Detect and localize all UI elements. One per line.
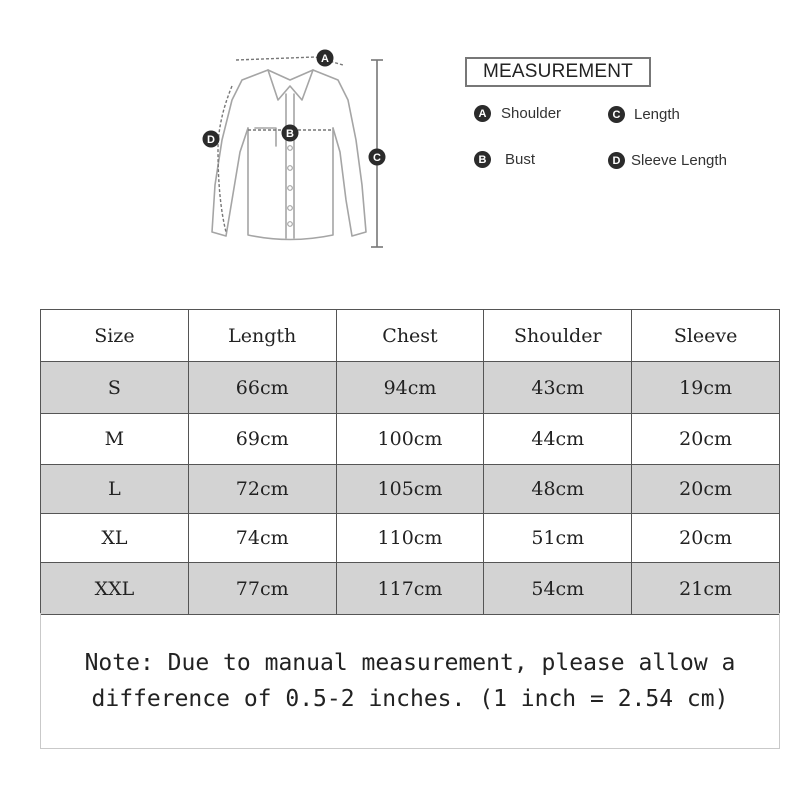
table-row (41, 514, 780, 563)
marker-a (317, 50, 334, 67)
legend-label-sleeve-length: Sleeve Length (631, 152, 727, 169)
table-row (41, 465, 780, 514)
cell-shoulder: 48cm (484, 465, 632, 514)
cell-sleeve: 20cm (632, 514, 780, 563)
header-shoulder: Shoulder (484, 310, 632, 362)
svg-text:C: C (373, 152, 381, 164)
cell-sleeve: 21cm (632, 563, 780, 615)
cell-chest: 94cm (336, 362, 484, 414)
legend-label-bust: Bust (505, 151, 536, 168)
svg-text:B: B (286, 128, 294, 140)
measurement-title: MEASUREMENT (465, 57, 651, 87)
cell-size: XXL (41, 563, 189, 615)
header-chest: Chest (336, 310, 484, 362)
cell-shoulder: 43cm (484, 362, 632, 414)
table-header-row (41, 310, 780, 362)
cell-sleeve: 19cm (632, 362, 780, 414)
badge-a-icon: A (474, 105, 491, 122)
legend-item-sleeve-length (608, 152, 727, 169)
legend-item-bust (474, 151, 535, 168)
legend-label-shoulder: Shoulder (501, 105, 562, 122)
header-sleeve: Sleeve (632, 310, 780, 362)
badge-d-icon: D (608, 152, 625, 169)
shirt-diagram (190, 40, 400, 255)
cell-size: XL (41, 514, 189, 563)
badge-b-icon: B (474, 151, 491, 168)
cell-chest: 100cm (336, 414, 484, 465)
cell-size: S (41, 362, 189, 414)
cell-shoulder: 54cm (484, 563, 632, 615)
legend-label-length: Length (634, 106, 680, 123)
cell-length: 69cm (188, 414, 336, 465)
table-row (41, 362, 780, 414)
header-length: Length (188, 310, 336, 362)
marker-b (282, 125, 299, 142)
marker-d (203, 131, 220, 148)
svg-text:D: D (207, 134, 215, 146)
cell-length: 72cm (188, 465, 336, 514)
table-row (41, 414, 780, 465)
cell-length: 77cm (188, 563, 336, 615)
note-text: Note: Due to manual measurement, please allow a difference of 0.5-2 inches. (1 inch = 2.54 cm) (84, 649, 736, 712)
legend-item-shoulder (474, 105, 561, 122)
cell-length: 66cm (188, 362, 336, 414)
size-table (40, 309, 780, 615)
badge-c-icon: C (608, 106, 625, 123)
cell-shoulder: 51cm (484, 514, 632, 563)
table-row (41, 563, 780, 615)
cell-length: 74cm (188, 514, 336, 563)
cell-chest: 117cm (336, 563, 484, 615)
marker-c (369, 149, 386, 166)
cell-shoulder: 44cm (484, 414, 632, 465)
cell-chest: 110cm (336, 514, 484, 563)
cell-size: L (41, 465, 189, 514)
note-box (40, 613, 780, 749)
cell-size: M (41, 414, 189, 465)
legend-item-length (608, 106, 680, 123)
cell-sleeve: 20cm (632, 414, 780, 465)
header-size: Size (41, 310, 189, 362)
svg-text:A: A (321, 53, 329, 65)
cell-chest: 105cm (336, 465, 484, 514)
cell-sleeve: 20cm (632, 465, 780, 514)
